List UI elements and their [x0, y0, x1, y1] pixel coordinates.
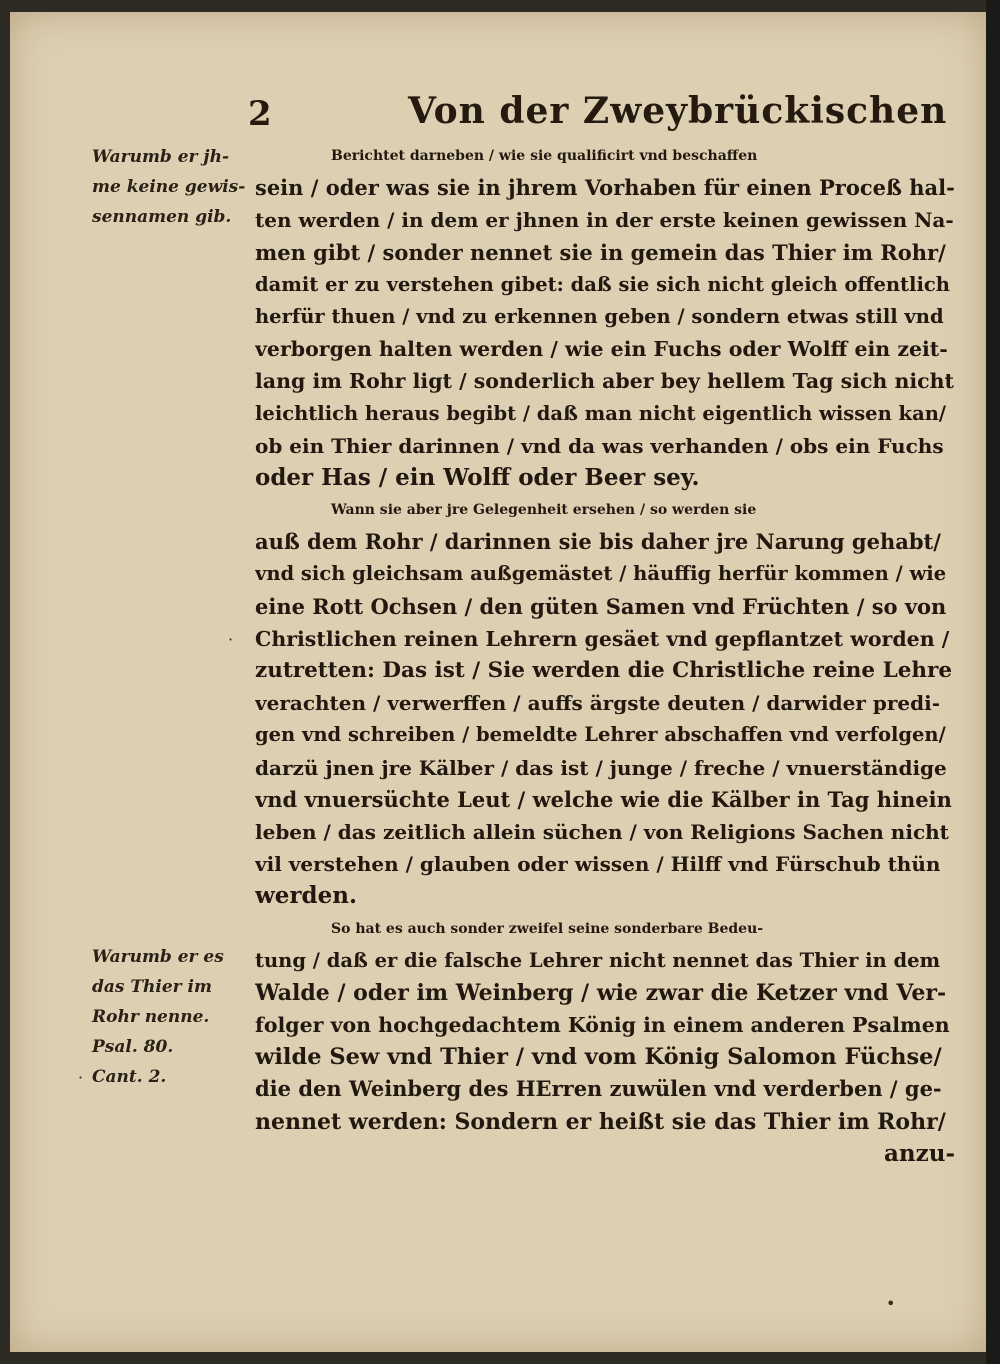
text-line: vil verstehen / glauben oder wissen / Hilff vnd Fürschub thün	[255, 852, 941, 877]
book-page	[10, 12, 986, 1352]
text-line: Walde / oder im Weinberg / wie zwar die Ketzer vnd Ver-	[255, 979, 947, 1006]
text-line: verborgen halten werden / wie ein Fuchs oder Wolff ein zeit-	[255, 337, 948, 362]
text-line: vnd sich gleichsam außgemästet / häuffig herfür kommen / wie	[255, 562, 947, 586]
page-header	[10, 88, 986, 138]
text-line: eine Rott Ochsen / den güten Samen vnd Früchten / so von	[255, 593, 947, 619]
text-line: verachten / verwerffen / auffs ärgste deuten / darwider predi-	[255, 691, 940, 716]
text-line: So hat es auch sonder zweifel seine sonderbare Bedeu-	[331, 920, 764, 937]
margin-note-line: Warumb er es	[92, 947, 224, 967]
text-line: die den Weinberg des HErren zuwülen vnd verderben / ge-	[255, 1076, 942, 1102]
text-line: leichtlich heraus begibt / daß man nicht eigentlich wissen kan/	[255, 401, 947, 425]
text-line: zutretten: Das ist / Sie werden die Christliche reine Lehre	[255, 658, 953, 683]
page-number: 2	[248, 94, 272, 134]
margin-note-line: me keine gewis-	[92, 177, 246, 197]
text-line: lang im Rohr ligt / sonderlich aber bey hellem Tag sich nicht	[255, 369, 955, 394]
page-edge-shadow	[986, 0, 1000, 1364]
text-line: nennet werden: Sondern er heißt sie das Thier im Rohr/	[255, 1108, 946, 1135]
text-line: wilde Sew vnd Thier / vnd vom König Salomon Füchse/	[255, 1044, 942, 1071]
running-head: Von der Zweybrückischen	[408, 90, 948, 132]
margin-note-line: Rohr nenne.	[92, 1007, 210, 1027]
margin-note	[92, 942, 258, 1092]
text-line: auß dem Rohr / darinnen sie bis daher jre Narung gehabt/	[255, 529, 941, 555]
margin-note-line: sennamen gib.	[92, 207, 232, 227]
text-line: Wann sie aber jre Gelegenheit ersehen / so werden sie	[331, 502, 757, 519]
text-line: gen vnd schreiben / bemeldte Lehrer abschaffen vnd verfolgen/	[255, 723, 946, 747]
margin-note-line: Psal. 80.	[92, 1037, 174, 1057]
ink-speck: ·	[78, 1068, 84, 1087]
text-line: herfür thuen / vnd zu erkennen geben / sondern etwas still vnd	[255, 304, 944, 328]
ink-speck: •	[886, 1294, 896, 1313]
text-line: Christlichen reinen Lehrern gesäet vnd gepflantzet worden /	[255, 626, 950, 651]
ink-speck: ·	[228, 630, 234, 649]
text-line: ob ein Thier darinnen / vnd da was verhanden / obs ein Fuchs	[255, 433, 944, 458]
text-line: sein / oder was sie in jhrem Vorhaben für einen Proceß hal-	[255, 175, 955, 201]
text-line: darzü jnen jre Kälber / das ist / junge / freche / vnuerständige	[255, 755, 947, 780]
text-line: Berichtet darneben / wie sie qualificirt vnd beschaffen	[331, 148, 758, 164]
text-line: oder Has / ein Wolff oder Beer sey.	[255, 463, 700, 491]
margin-note	[92, 142, 258, 232]
text-line: damit er zu verstehen gibet: daß sie sich nicht gleich offentlich	[255, 272, 950, 296]
text-line: vnd vnuersüchte Leut / welche wie die Kälber in Tag hinein	[255, 786, 952, 812]
body-text	[255, 140, 955, 1170]
text-line: men gibt / sonder nennet sie in gemein das Thier im Rohr/	[255, 239, 946, 265]
text-line: tung / daß er die falsche Lehrer nicht nennet das Thier in dem	[255, 948, 941, 972]
margin-note-line: Warumb er jh-	[92, 147, 229, 167]
text-line: leben / das zeitlich allein süchen / von Religions Sachen nicht	[255, 819, 949, 844]
text-line: folger von hochgedachtem König in einem anderen Psalmen	[255, 1013, 950, 1038]
text-line: werden.	[255, 882, 357, 910]
margin-note-line: Cant. 2.	[92, 1067, 167, 1087]
margin-note-line: das Thier im	[92, 977, 212, 997]
text-line: ten werden / in dem er jhnen in der erste keinen gewissen Na-	[255, 208, 954, 233]
catchword: anzu-	[884, 1139, 955, 1167]
